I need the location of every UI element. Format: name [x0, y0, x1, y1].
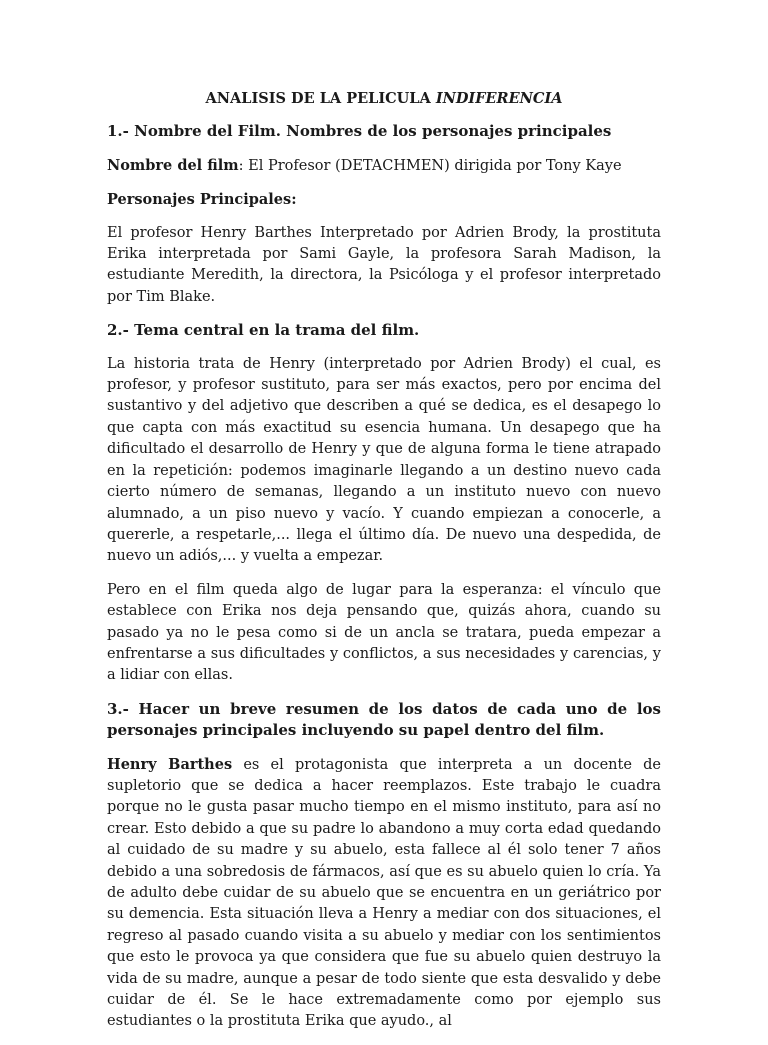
theme-paragraph-2: Pero en el film queda algo de lugar para la esperanza: el vínculo que establece con Erika nos deja pensando que, quizás ahora, cuando su pasado ya no le pesa como si de un ancla se tratara, pueda empezar a enfrentarse a sus dificultades y conflictos, a sus necesidades y carencias, y a lidiar con ellas.: [107, 581, 661, 684]
henry-label: Henry Barthes: [107, 755, 233, 773]
document-title: [107, 88, 661, 109]
film-name-value: : El Profesor (DETACHMEN) dirigida por Tony Kaye: [238, 157, 622, 174]
characters-heading: Personajes Principales:: [107, 191, 297, 209]
section-3-heading: 3.- Hacer un breve resumen de los datos de cada uno de los personajes principales incluyendo su papel dentro del film.: [107, 699, 661, 740]
henry-paragraph: [107, 754, 661, 1033]
section-2-heading: 2.- Tema central en la trama del film.: [107, 321, 420, 340]
document-body: [107, 88, 661, 1045]
theme-paragraph-1: La historia trata de Henry (interpretado por Adrien Brody) el cual, es profesor, y profesor sustituto, para ser más exactos, pero por encima del sustantivo y del adjetivo que describen a qué se dedica, es el desapego lo que capta con más exactitud su esencia humana. Un desapego que ha dificultado el desarrollo de Henry y que de alguna forma le tiene atrapado en la repetición: podemos imaginarle llegando a un destino nuevo cada cierto número de semanas, llegando a un instituto nuevo con nuevo alumnado, a un piso nuevo y vacío. Y cuando empiezan a conocerle, a quererle, a respetarle,... llega el último día. De nuevo una despedida, de nuevo un adiós,... y vuelta a empezar.: [107, 355, 661, 565]
characters-paragraph: El profesor Henry Barthes Interpretado por Adrien Brody, la prostituta Erika interpretada por Sami Gayle, la profesora Sarah Madison, la estudiante Meredith, la directora, la Psicóloga y el profesor interpretado por Tim Blake.: [107, 224, 661, 305]
film-name-line: [107, 155, 661, 177]
henry-text: es el protagonista que interpreta a un docente de supletorio que se dedica a hacer reemplazos. Este trabajo le cuadra porque no le gusta pasar mucho tiempo en el mismo instituto, para así no crear. Esto debido a que su padre lo abandono a muy corta edad quedando al cuidado de su madre y su abuelo, esta fallece al él solo tener 7 años debido a una sobredosis de fármacos, así que es su abuelo quien lo cría. Ya de adulto debe cuidar de su abuelo que se encuentra en un geriátrico por su demencia. Esta situación lleva a Henry a mediar con dos situaciones, el regreso al pasado cuando visita a su abuelo y mediar con los sentimientos que esto le provoca ya que considera que fue su abuelo quien destruyo la vida de su madre, aunque a pesar de todo siente que esta desvalido y debe cuidar de él. Se le hace extremadamente como por ejemplo sus estudiantes o la prostituta Erika que ayudo., al: [107, 756, 662, 1030]
film-name-label: Nombre del film: [107, 156, 239, 174]
title-film-name: INDIFERENCIA: [435, 90, 563, 107]
title-text: ANALISIS DE LA PELICULA: [205, 90, 436, 107]
section-1-heading: 1.- Nombre del Film. Nombres de los personajes principales: [107, 122, 612, 141]
